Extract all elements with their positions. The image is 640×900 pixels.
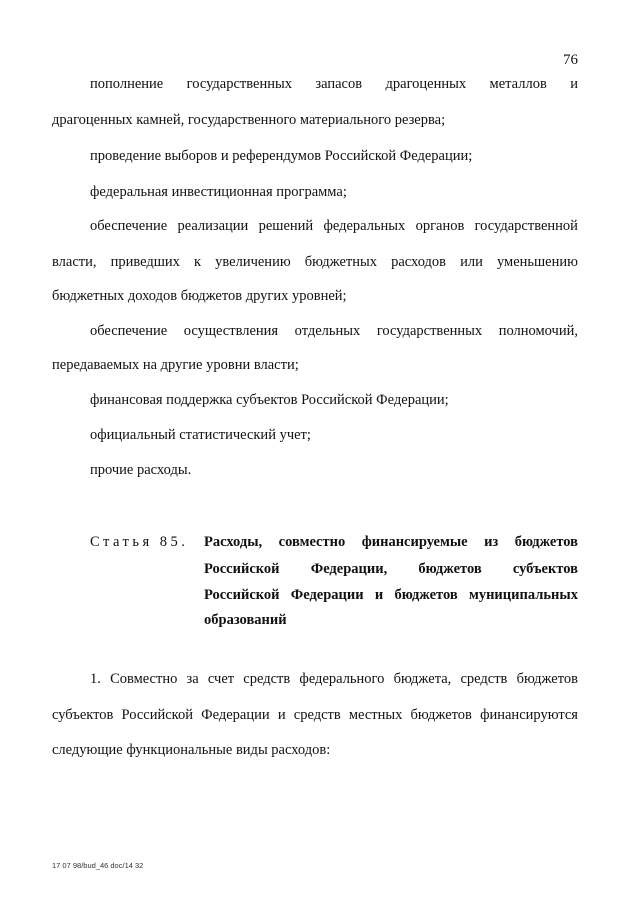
list-item-reserves-line2: драгоценных камней, государственного материального резерва;	[52, 112, 446, 128]
list-item-decisions-line2: власти, приведших к увеличению бюджетных расходов или уменьшению	[52, 254, 578, 270]
paragraph-1-line1: 1. Совместно за счет средств федерального бюджета, средств бюджетов	[90, 671, 578, 687]
list-item-elections: проведение выборов и референдумов Российской Федерации;	[90, 148, 473, 164]
list-item-powers-line2: передаваемых на другие уровни власти;	[52, 357, 299, 373]
article-title-line4: образований	[204, 612, 287, 628]
footer-file-stamp: 17 07 98/bud_46 doc/14 32	[52, 861, 144, 870]
list-item-decisions-line3: бюджетных доходов бюджетов других уровней;	[52, 288, 347, 304]
article-title-line2: Российской Федерации, бюджетов субъектов	[204, 561, 578, 577]
list-item-investment-program: федеральная инвестиционная программа;	[90, 184, 347, 200]
article-label: Статья 85.	[90, 534, 189, 550]
list-item-financial-support: финансовая поддержка субъектов Российской Федерации;	[90, 392, 449, 408]
list-item-other-expenses: прочие расходы.	[90, 462, 192, 478]
list-item-statistics: официальный статистический учет;	[90, 427, 311, 443]
article-title-line3: Российской Федерации и бюджетов муниципальных	[204, 587, 578, 603]
list-item-powers-line1: обеспечение осуществления отдельных государственных полномочий,	[90, 323, 578, 339]
page-number: 76	[563, 52, 578, 68]
list-item-reserves-line1: пополнение государственных запасов драгоценных металлов и	[90, 76, 578, 92]
paragraph-1-line2: субъектов Российской Федерации и средств местных бюджетов финансируются	[52, 707, 578, 723]
list-item-decisions-line1: обеспечение реализации решений федеральных органов государственной	[90, 218, 578, 234]
paragraph-1-line3: следующие функциональные виды расходов:	[52, 742, 331, 758]
article-title-line1: Расходы, совместно финансируемые из бюджетов	[204, 534, 578, 550]
